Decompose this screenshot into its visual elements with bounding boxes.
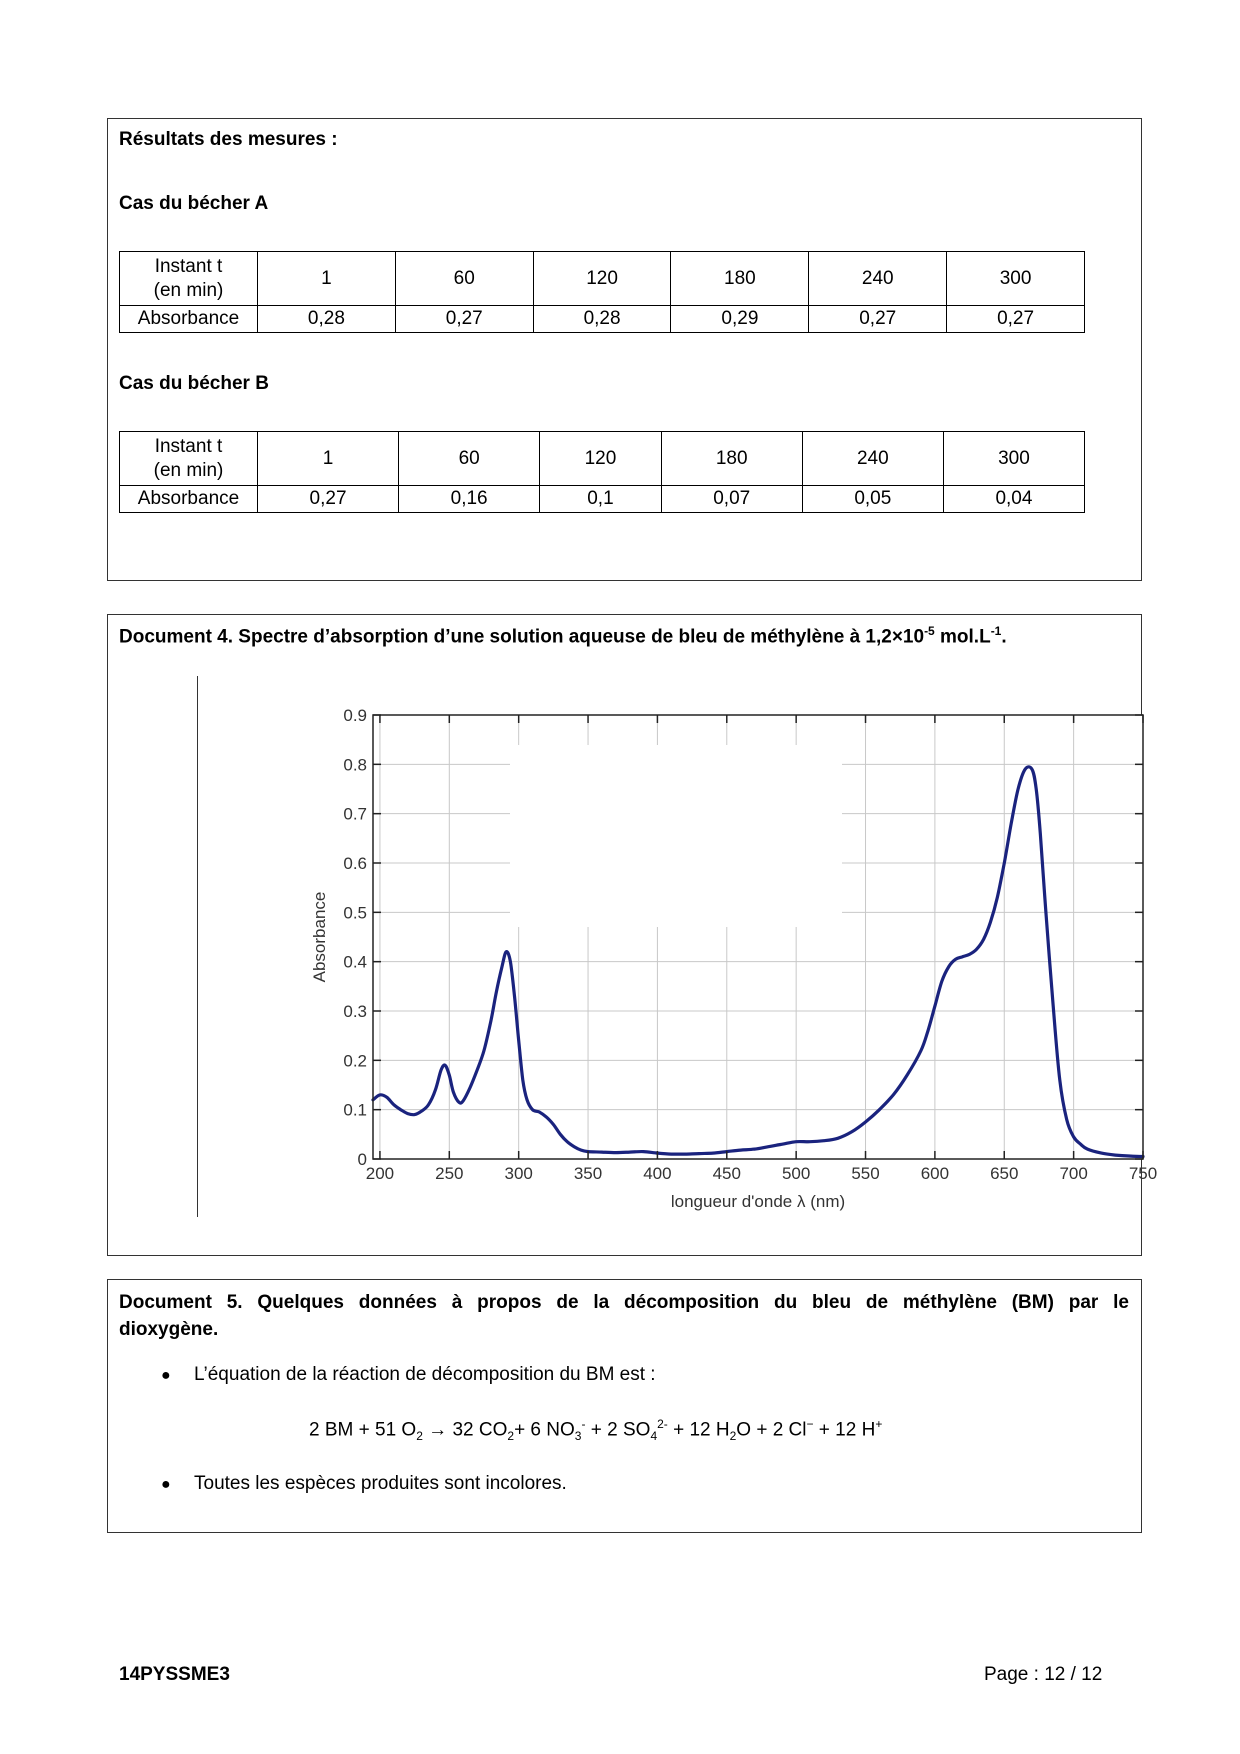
time-cell: 1 — [258, 432, 399, 486]
eq-sup: 2- — [657, 1417, 668, 1431]
time-header-cell — [120, 432, 258, 486]
results-box — [107, 118, 1142, 581]
results-title: Résultats des mesures : — [119, 129, 338, 150]
absorbance-header-cell: Absorbance — [120, 486, 258, 513]
eq-part: + 12 H — [667, 1419, 730, 1441]
absorbance-cell: 0,29 — [671, 306, 809, 333]
time-cell: 180 — [671, 252, 809, 306]
document4-title-exponent: -5 — [924, 624, 935, 638]
time-cell: 120 — [540, 432, 661, 486]
absorbance-cell: 0,05 — [802, 486, 943, 513]
document4-box — [107, 614, 1158, 1256]
bullet-equation-intro: L’équation de la réaction de décomposition du BM est : — [194, 1364, 656, 1385]
x-tick-label: 350 — [573, 1164, 603, 1183]
time-header-line2: (en min) — [153, 459, 224, 481]
absorbance-header-cell: Absorbance — [120, 306, 258, 333]
time-cell: 300 — [943, 432, 1084, 486]
absorbance-cell: 0,04 — [943, 486, 1084, 513]
x-tick-label: 550 — [851, 1164, 880, 1183]
time-header-line1: Instant t — [154, 435, 223, 457]
document4-title-unit: mol.L — [934, 626, 991, 648]
becher-a-table — [119, 251, 1085, 333]
x-tick-label: 450 — [712, 1164, 741, 1183]
eq-sub: 2 — [729, 1429, 737, 1444]
document5-title-line1: Document 5. Quelques données à propos de la décomposition du bleu de méthylène (BM) par le — [119, 1292, 1129, 1313]
y-tick-label: 0.2 — [343, 1051, 367, 1071]
absorbance-cell: 0,27 — [947, 306, 1085, 333]
document4-title-end: . — [1001, 626, 1007, 648]
y-axis-label: Absorbance — [310, 891, 329, 983]
absorbance-cell: 0,1 — [540, 486, 661, 513]
absorbance-cell: 0,07 — [661, 486, 802, 513]
eq-sub: 3 — [574, 1429, 582, 1444]
eq-sub: 4 — [650, 1429, 658, 1444]
footer-page-number: Page : 12 / 12 — [984, 1664, 1103, 1685]
absorbance-cell: 0,28 — [258, 306, 396, 333]
time-cell: 240 — [802, 432, 943, 486]
absorbance-cell: 0,28 — [533, 306, 671, 333]
y-tick-label: 0.6 — [343, 854, 367, 873]
document5-title — [119, 1289, 1129, 1343]
x-tick-label: 700 — [1059, 1164, 1088, 1183]
y-tick-label: 0.7 — [343, 804, 367, 824]
eq-part: + 6 NO — [514, 1419, 575, 1441]
time-header-line2: (en min) — [153, 279, 224, 301]
footer-code: 14PYSSME3 — [119, 1664, 230, 1685]
y-tick-label: 0 — [357, 1150, 367, 1169]
y-tick-label: 0.3 — [343, 1002, 367, 1021]
time-cell: 300 — [947, 252, 1085, 306]
x-tick-label: 200 — [365, 1164, 395, 1183]
table-row — [120, 432, 1085, 486]
blank-overlay — [510, 745, 842, 927]
time-cell: 1 — [258, 252, 396, 306]
y-tick-label: 0.1 — [343, 1100, 367, 1120]
absorbance-cell: 0,27 — [809, 306, 947, 333]
eq-arrow-icon: → — [422, 1419, 453, 1441]
x-tick-label: 600 — [920, 1164, 950, 1183]
eq-sub: 2 — [507, 1429, 515, 1444]
eq-part: 32 CO — [452, 1419, 508, 1441]
bullet-products-colorless: Toutes les espèces produites sont incolores. — [194, 1473, 567, 1494]
document4-title — [119, 624, 1007, 648]
eq-sup: + — [875, 1417, 883, 1431]
absorbance-cell: 0,16 — [399, 486, 540, 513]
eq-part: + 2 SO — [585, 1419, 651, 1441]
decomposition-equation — [309, 1417, 882, 1443]
time-cell: 60 — [399, 432, 540, 486]
x-tick-label: 300 — [504, 1164, 533, 1183]
bullet-dot: ● — [161, 1367, 171, 1384]
absorbance-cell: 0,27 — [258, 486, 399, 513]
time-header-cell — [120, 252, 258, 306]
document4-title-text: Document 4. Spectre d’absorption d’une solution aqueuse de bleu de méthylène à 1,2×10 — [119, 626, 925, 648]
becher-b-label: Cas du bécher B — [119, 373, 269, 394]
y-tick-label: 0.4 — [343, 952, 367, 972]
time-cell: 180 — [661, 432, 802, 486]
eq-part: O + 2 Cl — [736, 1419, 807, 1441]
eq-sup: − — [806, 1417, 814, 1431]
eq-sup: - — [581, 1417, 586, 1431]
absorption-spectrum-chart — [188, 685, 1158, 1225]
becher-b-table — [119, 431, 1085, 513]
x-tick-label: 500 — [781, 1164, 811, 1183]
x-tick-label: 750 — [1128, 1164, 1158, 1183]
time-cell: 120 — [533, 252, 671, 306]
y-tick-label: 0.9 — [343, 706, 367, 725]
document4-title-unit-exponent: -1 — [990, 624, 1002, 638]
becher-a-label: Cas du bécher A — [119, 193, 269, 214]
eq-part: + 12 H — [813, 1419, 876, 1441]
x-axis-label: longueur d'onde λ (nm) — [670, 1192, 846, 1211]
table-row — [120, 486, 1085, 513]
time-header-line1: Instant t — [154, 255, 223, 277]
absorbance-cell: 0,27 — [395, 306, 533, 333]
bullet-dot: ● — [161, 1476, 171, 1493]
document5-box — [107, 1279, 1142, 1533]
x-tick-label: 400 — [643, 1164, 672, 1183]
time-cell: 60 — [395, 252, 533, 306]
table-row — [120, 306, 1085, 333]
x-tick-label: 650 — [990, 1164, 1019, 1183]
x-tick-label: 250 — [435, 1164, 464, 1183]
time-cell: 240 — [809, 252, 947, 306]
table-row — [120, 252, 1085, 306]
y-tick-label: 0.8 — [343, 755, 367, 775]
eq-part: 2 BM + 51 O — [309, 1419, 417, 1441]
y-tick-label: 0.5 — [343, 903, 367, 923]
eq-sub: 2 — [416, 1429, 423, 1444]
document5-title-line2: dioxygène. — [119, 1319, 219, 1340]
